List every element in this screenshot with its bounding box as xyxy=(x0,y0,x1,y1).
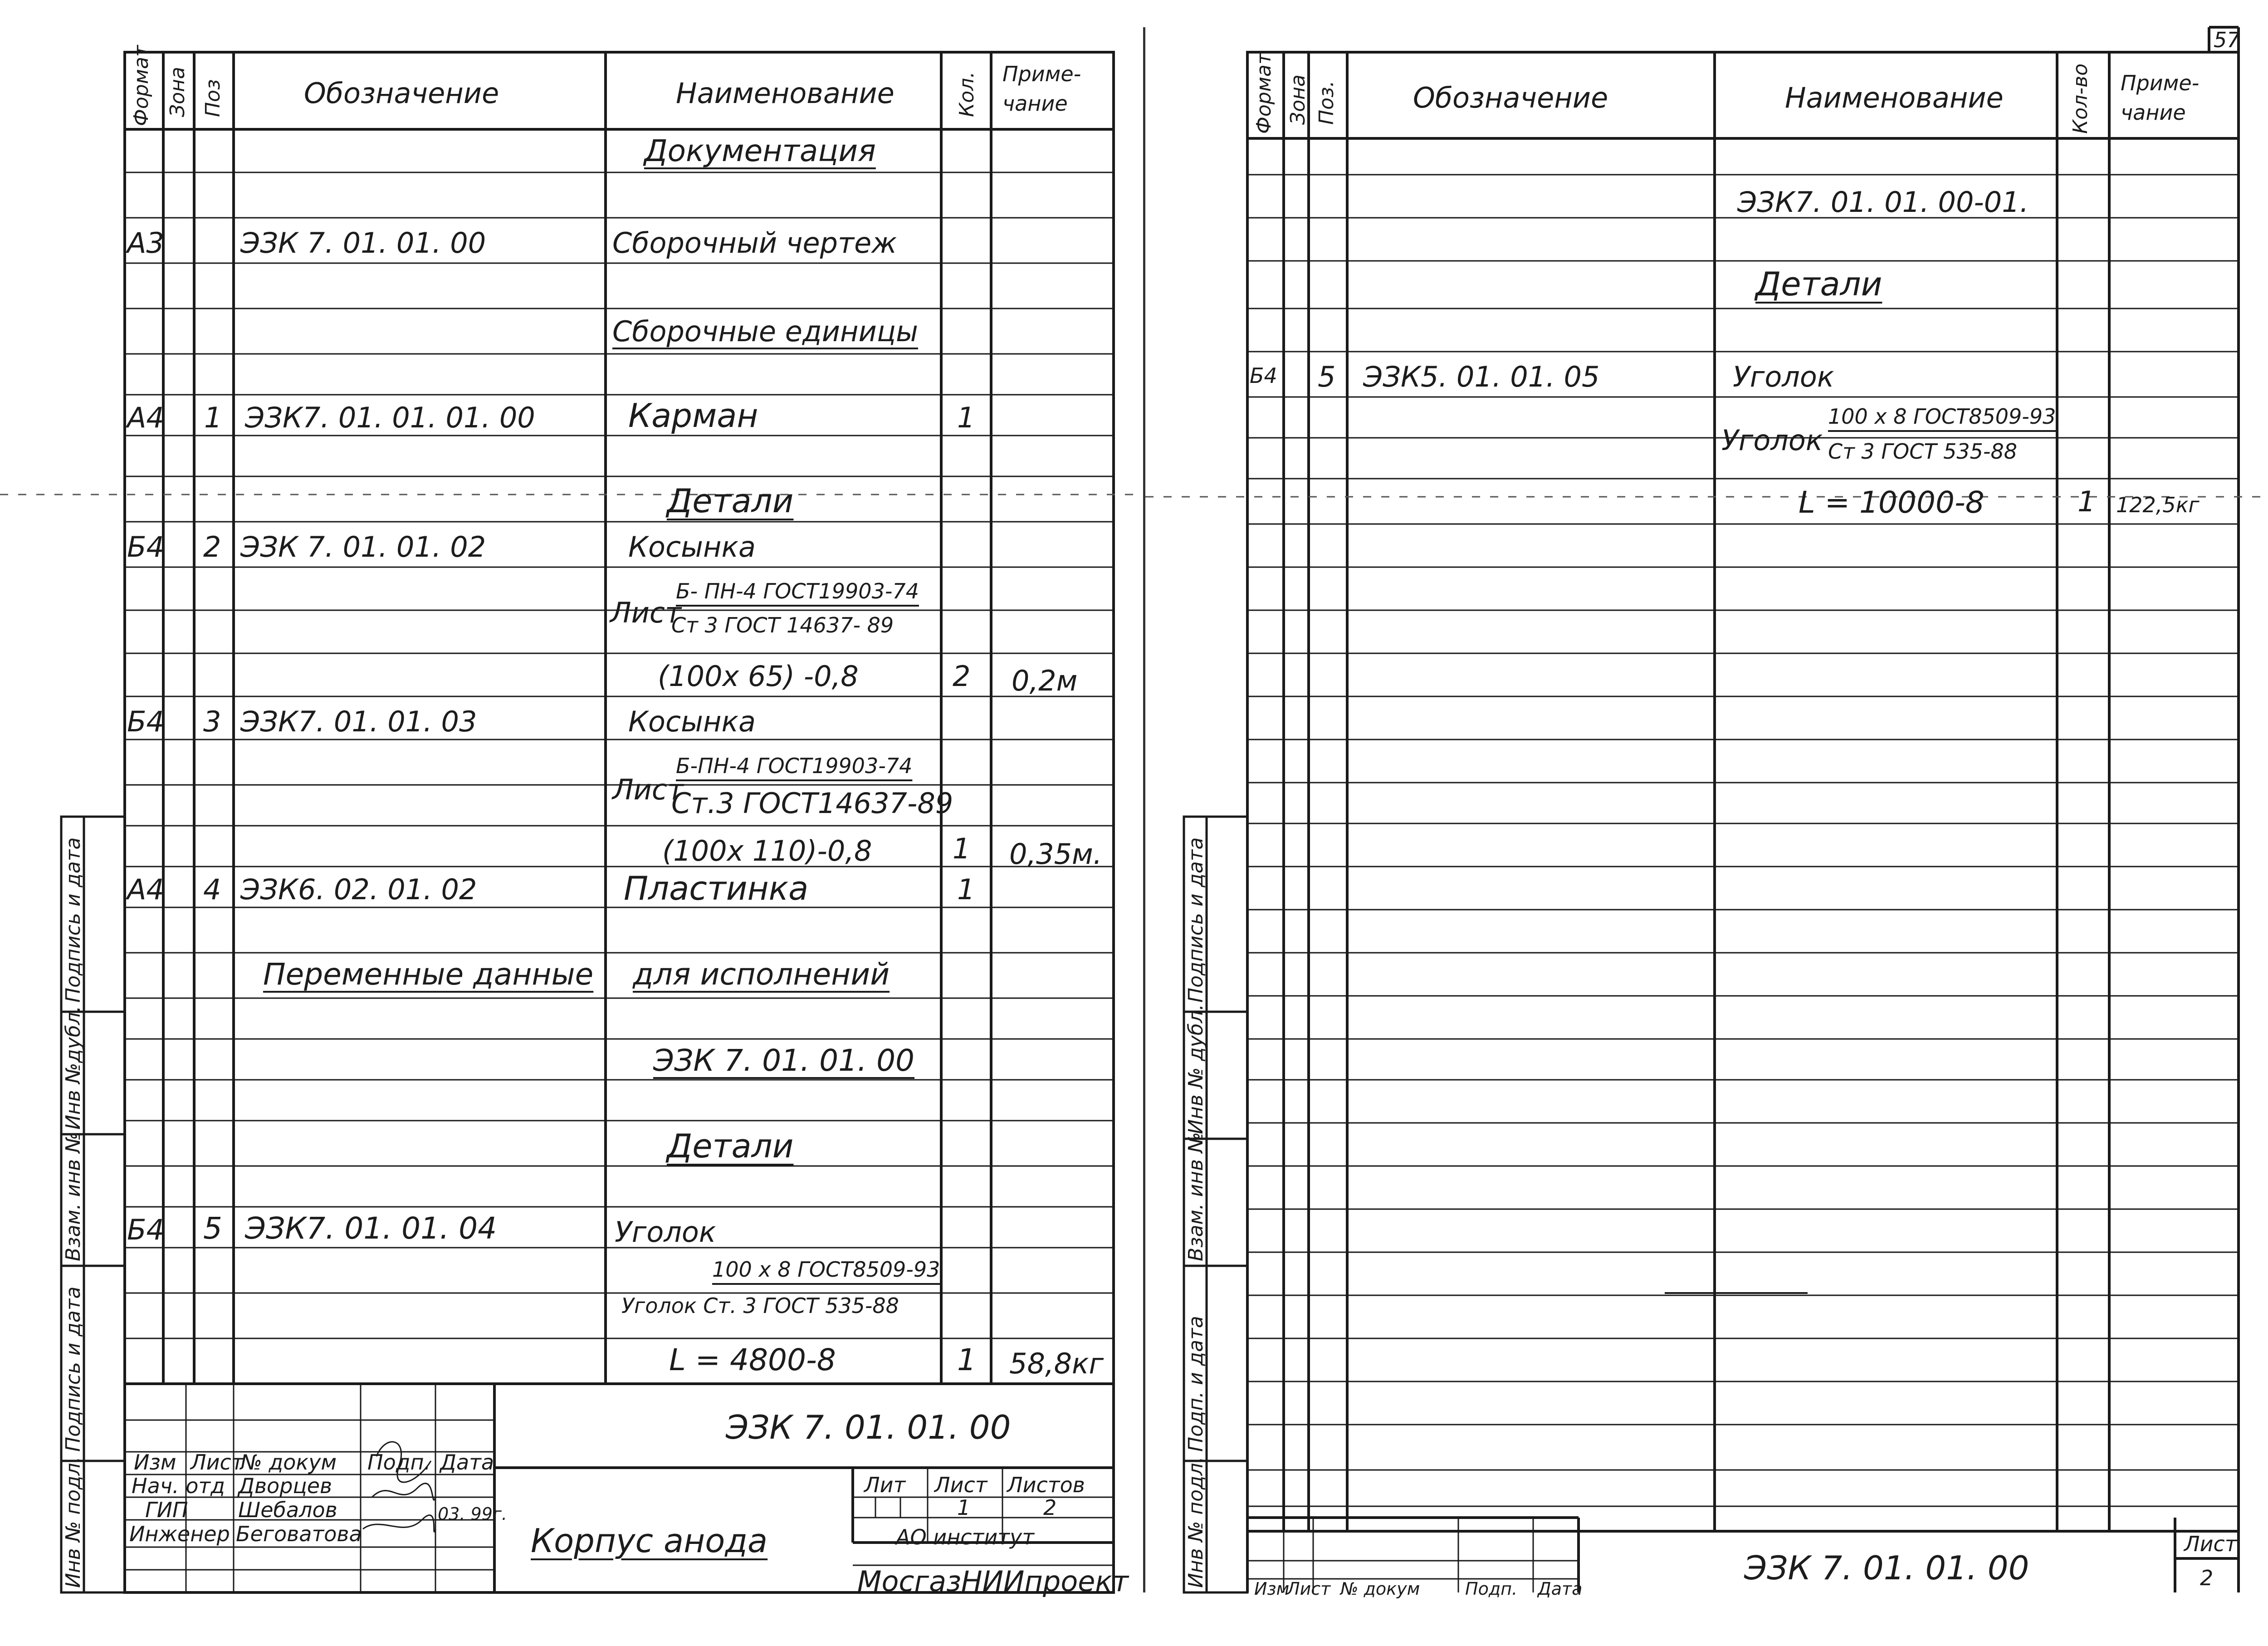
name-1: Дворцев xyxy=(238,1474,332,1498)
section-assembly-units: Сборочные единицы xyxy=(612,315,919,348)
row-qty: 1 xyxy=(957,401,975,434)
header-qty: Кол-во xyxy=(2069,63,2092,134)
col-date: Дата xyxy=(440,1450,494,1475)
role-3: Инженер xyxy=(129,1522,230,1546)
right-sheet xyxy=(1145,0,2268,1646)
sheet-label: Лист xyxy=(2184,1532,2237,1556)
right-grid xyxy=(1145,0,2268,1646)
role-2: ГИП xyxy=(145,1498,188,1522)
row-designation: ЭЗК 7. 01. 01. 00 xyxy=(240,226,486,260)
row-qty: 1 xyxy=(957,873,975,906)
org-line-2: МосгазНИИпроект xyxy=(857,1565,1129,1598)
row-format: А3 xyxy=(127,226,164,260)
side-sign-date: Подп. и дата xyxy=(1184,1316,1207,1452)
row-name: Уголок xyxy=(615,1215,716,1249)
sheet-value: 1 xyxy=(957,1495,971,1520)
col-change: Изм xyxy=(1254,1579,1290,1599)
row-name: L = 10000-8 xyxy=(1799,485,1984,520)
material-top: Б- ПН-4 ГОСТ19903-74 xyxy=(676,579,919,603)
row-qty: 2 xyxy=(953,660,971,693)
header-format: Формат xyxy=(130,45,153,126)
row-qty: 1 xyxy=(957,1342,976,1377)
header-name: Наименование xyxy=(1785,81,2004,114)
sheets-label: Листов xyxy=(1007,1473,1085,1497)
row-name: Пластинка xyxy=(624,869,809,907)
row-name: Уголок xyxy=(1733,360,1834,393)
side-sign-date: Подпись и дата xyxy=(62,837,85,1003)
row-format: А4 xyxy=(127,401,164,434)
header-format: Формат xyxy=(1252,53,1276,134)
doc-code: ЭЗК 7. 01. 01. 00 xyxy=(1744,1549,2029,1587)
row-name: L = 4800-8 xyxy=(669,1342,836,1377)
sheets-value: 2 xyxy=(1043,1495,1057,1520)
row-note: 58,8кг xyxy=(1009,1347,1104,1380)
variant-designation: ЭЗК 7. 01. 01. 00 xyxy=(653,1043,915,1078)
col-docnum: № докум xyxy=(1340,1579,1420,1599)
row-pos: 5 xyxy=(1318,360,1336,393)
header-pos: Поз xyxy=(201,79,225,117)
side-inv-dub: Инв № дубл. xyxy=(1184,1004,1207,1134)
row-pos: 4 xyxy=(203,873,221,906)
material-top: 100 х 8 ГОСТ8509-93 xyxy=(712,1257,940,1282)
section-documentation: Документация xyxy=(644,133,876,168)
row-designation: ЭЗК5. 01. 01. 05 xyxy=(1363,360,1600,393)
side-inv-dub: Инв №дубл. xyxy=(62,1005,85,1130)
side-sign-date: Подпись и дата xyxy=(1184,837,1207,1003)
header-zone: Зона xyxy=(1286,74,1310,125)
row-name: Карман xyxy=(628,397,758,435)
material-bottom: Ст 3 ГОСТ 535-88 xyxy=(1828,439,2018,464)
row-note: 122,5кг xyxy=(2116,493,2200,517)
row-format: Б4 xyxy=(127,1213,164,1246)
col-change: Изм xyxy=(134,1450,176,1475)
sheet-label: Лист xyxy=(934,1473,987,1497)
header-zone: Зона xyxy=(166,67,189,117)
doc-code: ЭЗК 7. 01. 01. 00 xyxy=(726,1408,1011,1446)
name-2: Шебалов xyxy=(238,1498,337,1522)
side-vzam: Взам. инв № xyxy=(1184,1132,1207,1261)
row-pos: 5 xyxy=(203,1211,222,1246)
variable-data-label: Переменные данные xyxy=(263,957,594,992)
side-vzam: Взам. инв № xyxy=(62,1132,85,1261)
header-note-2: чание xyxy=(2121,100,2186,125)
col-date: Дата xyxy=(1538,1579,1583,1599)
section-parts: Детали xyxy=(1755,265,1882,303)
section-parts: Детали xyxy=(667,1127,794,1165)
header-pos: Поз. xyxy=(1315,80,1338,125)
row-designation: ЭЗК7. 01. 01. 03 xyxy=(240,705,477,738)
side-sign-date: Подпись и дата xyxy=(62,1286,85,1452)
header-note-1: Приме- xyxy=(2121,71,2200,95)
variant-designation: ЭЗК7. 01. 01. 00-01. xyxy=(1737,186,2029,219)
material-bottom: Уголок Ст. 3 ГОСТ 535-88 xyxy=(621,1293,899,1318)
lit-label: Лит xyxy=(864,1473,906,1497)
col-sign: Подп. xyxy=(1465,1579,1518,1599)
org-line-1: АО институт xyxy=(896,1525,1035,1549)
row-format: Б4 xyxy=(1250,363,1277,388)
for-variants-label: для исполнений xyxy=(633,957,890,992)
page-number: 57 xyxy=(2214,28,2240,52)
header-designation: Обозначение xyxy=(1413,81,1608,114)
material-prefix: Лист xyxy=(610,596,682,629)
row-format: Б4 xyxy=(127,705,164,738)
row-note: 0,35м. xyxy=(1009,838,1102,871)
role-1: Нач. отд xyxy=(132,1474,225,1498)
col-sign: Подп. xyxy=(367,1450,431,1475)
name-3: Беговатова xyxy=(236,1522,362,1546)
row-pos: 2 xyxy=(203,530,221,563)
col-docnum: № докум xyxy=(240,1450,337,1475)
sheet-value: 2 xyxy=(2200,1566,2214,1590)
row-designation: ЭЗК7. 01. 01. 04 xyxy=(245,1211,497,1246)
row-designation: ЭЗК7. 01. 01. 01. 00 xyxy=(245,401,535,434)
header-designation: Обозначение xyxy=(304,77,499,110)
row-qty: 1 xyxy=(953,832,971,865)
row-designation: ЭЗК6. 02. 01. 02 xyxy=(240,873,477,906)
section-parts: Детали xyxy=(667,482,794,520)
material-bottom: Ст 3 ГОСТ 14637- 89 xyxy=(671,613,894,637)
row-name: (100х 110)-0,8 xyxy=(662,834,872,867)
material-prefix: Лист xyxy=(612,773,684,806)
header-note-2: чание xyxy=(1002,91,1068,116)
row-name: Сборочный чертеж xyxy=(612,226,897,260)
side-inv-orig: Инв № подл. xyxy=(1184,1456,1207,1588)
row-name: (100х 65) -0,8 xyxy=(658,660,859,693)
row-designation: ЭЗК 7. 01. 01. 02 xyxy=(240,530,486,563)
row-name: Косынка xyxy=(628,705,756,738)
header-note-1: Приме- xyxy=(1002,62,1081,86)
row-pos: 1 xyxy=(204,401,222,434)
sign-date: 03. 99г. xyxy=(438,1504,507,1524)
header-qty: Кол. xyxy=(955,71,978,117)
col-sheet: Лист xyxy=(1287,1579,1331,1599)
material-prefix: Уголок xyxy=(1721,424,1823,457)
material-bottom: Ст.3 ГОСТ14637-89 xyxy=(671,787,953,820)
row-qty: 1 xyxy=(2077,485,2096,518)
row-pos: 3 xyxy=(203,705,221,738)
side-inv-orig: Инв № подл. xyxy=(62,1456,85,1588)
row-format: Б4 xyxy=(127,530,164,563)
col-sheet: Лист xyxy=(191,1450,244,1475)
row-format: А4 xyxy=(127,873,164,906)
row-name: Косынка xyxy=(628,530,756,563)
row-note: 0,2м xyxy=(1012,664,1078,697)
material-top: 100 х 8 ГОСТ8509-93 xyxy=(1828,404,2056,429)
drawing-title: Корпус анода xyxy=(531,1522,768,1560)
header-name: Наименование xyxy=(676,77,894,110)
material-top: Б-ПН-4 ГОСТ19903-74 xyxy=(676,754,913,778)
